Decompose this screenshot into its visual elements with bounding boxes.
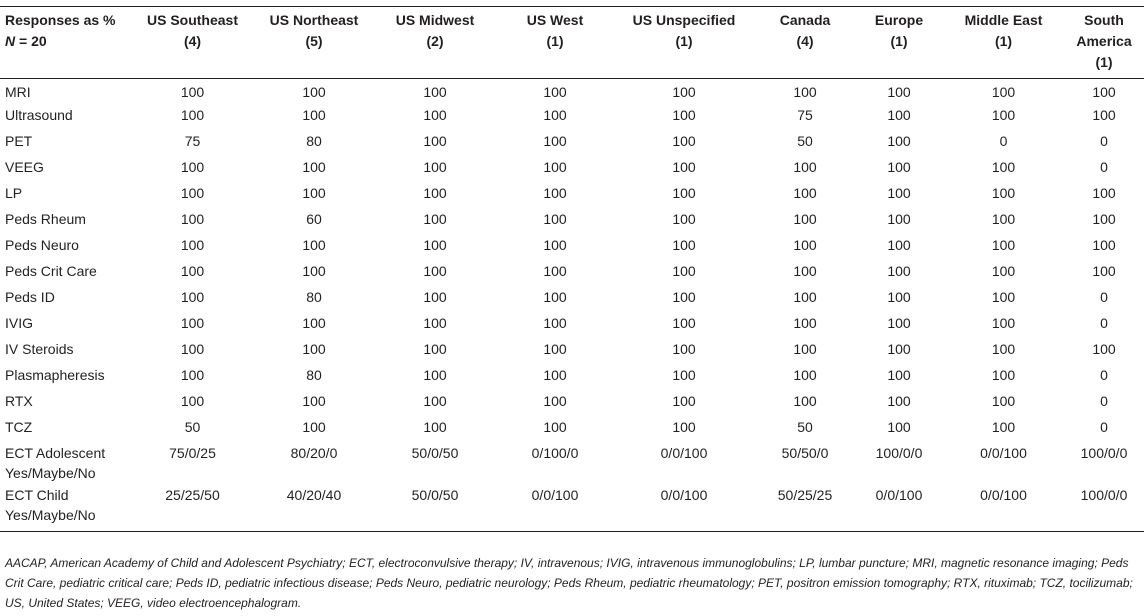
header-n-label: N — [5, 33, 16, 49]
table-cell: 100 — [302, 393, 326, 409]
table-cell: 100 — [793, 237, 817, 253]
table-cell: 100 — [423, 211, 447, 227]
table-cell: 0/0/100 — [943, 485, 1064, 532]
table-cell: 100 — [423, 289, 447, 305]
table-cell: 0 — [1100, 367, 1108, 383]
table-cell: 100 — [543, 419, 567, 435]
table-cell: 100/0/0 — [1064, 485, 1144, 532]
header-column: US Midwest (2) — [373, 7, 497, 79]
table-cell: 100 — [423, 107, 447, 123]
table-cell: 100 — [423, 393, 447, 409]
table-cell: 100 — [180, 263, 205, 279]
row-label: RTX — [5, 393, 33, 409]
table-cell: 100 — [672, 341, 696, 357]
row-label: IV Steroids — [5, 341, 74, 357]
table-cell: 100 — [793, 185, 817, 201]
table-cell: 100 — [991, 107, 1016, 123]
table-cell: 100 — [423, 419, 447, 435]
table-footnote: AACAP, American Academy of Child and Adolescent Psychiatry; ECT, electroconvulsive therapy; IV, intravenous; IVIG, intravenous immunoglobulins; LP, lumbar puncture; MRI, magnetic resonance imaging; Peds Crit Care, pediatric critical care; Peds ID, pediatric infectious disease; Peds Neuro, pediatric neurology; Peds Rheum, pediatric rheumatology; PET, positron emission tomography; RTX, rituximab; TCZ, tocilizumab; US, United States; VEEG, video electroencephalogram. — [5, 556, 1133, 610]
table-cell: 100 — [543, 133, 567, 149]
table-cell: 100 — [302, 237, 326, 253]
row-label: LP — [5, 185, 23, 201]
table-cell: 0 — [1100, 419, 1108, 435]
table-cell: 100 — [180, 393, 205, 409]
table-row — [0, 235, 1144, 261]
table-cell: 100 — [423, 185, 447, 201]
table-row — [0, 157, 1144, 183]
table-cell: 0/0/100 — [660, 445, 708, 461]
table-body — [0, 79, 1144, 532]
table-row — [0, 365, 1144, 391]
table-cell: 100 — [672, 367, 696, 383]
table-cell: 100 — [302, 84, 326, 100]
table-cell: 100 — [887, 419, 911, 435]
table-cell: 100 — [991, 315, 1016, 331]
table-cell: 100 — [793, 211, 817, 227]
row-label: Ultrasound — [5, 107, 73, 123]
row-label: Peds Rheum — [5, 211, 86, 227]
table-cell: 100 — [793, 84, 817, 100]
header-column: US Unspecified (1) — [613, 7, 755, 79]
header-column: US West (1) — [497, 7, 613, 79]
table-cell: 100 — [543, 211, 567, 227]
table-cell: 100 — [991, 185, 1016, 201]
table-cell: 100 — [543, 263, 567, 279]
table-row — [0, 131, 1144, 157]
row-label: ECT Adolescent Yes/Maybe/No — [5, 445, 106, 481]
table-row — [0, 261, 1144, 287]
table-cell: 100 — [793, 263, 817, 279]
table-cell: 100 — [543, 159, 567, 175]
table-cell: 100 — [991, 419, 1016, 435]
table-cell: 100 — [302, 315, 326, 331]
table-cell: 100 — [543, 237, 567, 253]
table-cell: 100 — [543, 367, 567, 383]
table-cell: 100 — [302, 263, 326, 279]
table-cell: 100 — [991, 237, 1016, 253]
table-cell: 0 — [1100, 393, 1108, 409]
row-label: Peds ID — [5, 289, 55, 305]
table-cell: 100 — [793, 393, 817, 409]
table-cell: 100 — [887, 289, 911, 305]
table-row — [0, 417, 1144, 443]
table-row — [0, 391, 1144, 417]
table-cell: 100 — [543, 393, 567, 409]
table-row — [0, 287, 1144, 313]
table-cell: 100 — [180, 367, 205, 383]
table-cell: 100 — [672, 419, 696, 435]
row-label: MRI — [5, 84, 31, 100]
table-row — [0, 105, 1144, 131]
table-cell: 100 — [180, 107, 205, 123]
table-cell: 75 — [184, 133, 201, 149]
header-n-value: = 20 — [19, 33, 47, 49]
table-cell: 100 — [302, 107, 326, 123]
row-label: VEEG — [5, 159, 44, 175]
table-cell: 100 — [180, 237, 205, 253]
table-cell: 50 — [797, 419, 813, 435]
table-cell: 100 — [887, 211, 911, 227]
table-cell: 100 — [793, 367, 817, 383]
table-cell: 0/0/100 — [497, 485, 613, 532]
table-cell: 100 — [672, 289, 696, 305]
table-cell: 80 — [306, 289, 322, 305]
table-cell: 0 — [1100, 133, 1108, 149]
table-cell: 100 — [672, 133, 696, 149]
table-row — [0, 339, 1144, 365]
table-cell: 100 — [1092, 84, 1116, 100]
table-cell: 100 — [543, 84, 567, 100]
table-cell: 100 — [991, 393, 1016, 409]
table-cell: 100 — [793, 315, 817, 331]
row-label: Peds Crit Care — [5, 263, 97, 279]
table-cell: 100 — [672, 211, 696, 227]
table-cell: 50 — [184, 419, 201, 435]
table-cell: 100 — [887, 393, 911, 409]
table-cell: 100 — [887, 107, 911, 123]
row-label: IVIG — [5, 315, 34, 331]
table-cell: 100 — [672, 315, 696, 331]
header-row — [0, 7, 1144, 79]
table-cell: 0/0/100 — [980, 445, 1027, 461]
table-cell: 50/25/25 — [755, 485, 855, 532]
row-label: ECT Child Yes/Maybe/No — [0, 485, 130, 532]
row-label: PET — [5, 133, 33, 149]
table-cell: 100 — [302, 341, 326, 357]
table-cell: 100 — [1092, 237, 1116, 253]
table-cell: 100 — [991, 84, 1016, 100]
table-cell: 0/100/0 — [531, 445, 579, 461]
table-cell: 100 — [180, 315, 205, 331]
table-cell: 100 — [1092, 211, 1116, 227]
table-cell: 100 — [672, 185, 696, 201]
table-cell: 100 — [543, 107, 567, 123]
table-cell: 0 — [1100, 289, 1108, 305]
header-column: Middle East (1) — [943, 7, 1064, 79]
table-cell: 100 — [793, 341, 817, 357]
row-label: Peds Neuro — [5, 237, 79, 253]
table-cell: 40/20/40 — [255, 485, 373, 532]
table-cell: 100/0/0 — [1080, 445, 1128, 461]
table-cell: 25/25/50 — [130, 485, 255, 532]
table-cell: 100 — [423, 315, 447, 331]
table-cell: 100 — [543, 185, 567, 201]
table-cell: 100 — [423, 159, 447, 175]
table-cell: 100 — [887, 133, 911, 149]
table-cell: 100 — [887, 341, 911, 357]
table-cell: 0/0/100 — [613, 485, 755, 532]
row-label: Plasmapheresis — [5, 367, 105, 383]
responses-table — [0, 6, 1144, 532]
table-cell: 100 — [672, 159, 696, 175]
table-cell: 100 — [991, 367, 1016, 383]
table-cell: 100 — [1092, 263, 1116, 279]
table-cell: 100 — [793, 289, 817, 305]
table-cell: 75 — [797, 107, 813, 123]
table-cell: 100 — [991, 211, 1016, 227]
table-cell: 100 — [887, 263, 911, 279]
table-cell: 80 — [306, 367, 322, 383]
table-cell: 100 — [991, 263, 1016, 279]
table-cell: 50/50/0 — [781, 445, 829, 461]
table-cell: 100 — [180, 185, 205, 201]
table-cell: 100 — [672, 84, 696, 100]
table-row — [0, 183, 1144, 209]
table-cell: 100 — [302, 185, 326, 201]
table-cell: 100 — [543, 341, 567, 357]
table-row — [0, 443, 1144, 485]
table-cell: 75/0/25 — [169, 445, 216, 461]
table-cell: 100/0/0 — [875, 445, 923, 461]
table-row — [0, 485, 1144, 532]
table-cell: 100 — [887, 185, 911, 201]
table-cell: 0 — [1100, 315, 1108, 331]
table-cell: 0 — [1100, 159, 1108, 175]
table-cell: 100 — [887, 367, 911, 383]
table-cell: 80/20/0 — [290, 445, 338, 461]
table-row — [0, 313, 1144, 339]
header-column: US Northeast (5) — [255, 7, 373, 79]
table-cell: 60 — [306, 211, 322, 227]
table-cell: 100 — [991, 289, 1016, 305]
table-row — [0, 209, 1144, 235]
table-cell: 100 — [543, 315, 567, 331]
table-row — [0, 79, 1144, 106]
header-column: US Southeast (4) — [130, 7, 255, 79]
table-cell: 100 — [887, 237, 911, 253]
row-label: TCZ — [5, 419, 33, 435]
table-cell: 100 — [672, 237, 696, 253]
header-responses — [0, 7, 130, 79]
table-cell: 100 — [672, 393, 696, 409]
table-cell: 100 — [887, 84, 911, 100]
table-cell: 100 — [302, 419, 326, 435]
table-cell: 100 — [180, 211, 205, 227]
table-cell: 100 — [423, 84, 447, 100]
table-cell: 100 — [543, 289, 567, 305]
table-cell: 100 — [423, 263, 447, 279]
table-cell: 100 — [1092, 107, 1116, 123]
table-cell: 100 — [887, 159, 911, 175]
header-column: Europe (1) — [855, 7, 943, 79]
table-cell: 100 — [180, 84, 205, 100]
header-column: South America (1) — [1064, 7, 1144, 79]
table-cell: 100 — [180, 341, 205, 357]
table-cell: 100 — [672, 263, 696, 279]
header-column: Canada (4) — [755, 7, 855, 79]
table-cell: 100 — [302, 159, 326, 175]
table-cell: 100 — [423, 367, 447, 383]
table-cell: 100 — [1092, 185, 1116, 201]
table-cell: 50 — [797, 133, 813, 149]
header-responses-label: Responses as % — [5, 12, 116, 28]
table-cell: 0/0/100 — [855, 485, 943, 532]
table-cell: 50/0/50 — [411, 445, 459, 461]
table-cell: 50/0/50 — [373, 485, 497, 532]
table-cell: 80 — [306, 133, 322, 149]
table-cell: 100 — [887, 315, 911, 331]
table-cell: 100 — [423, 133, 447, 149]
table-cell: 100 — [180, 289, 205, 305]
table-cell: 100 — [423, 237, 447, 253]
table-cell: 100 — [423, 341, 447, 357]
table-cell: 100 — [793, 159, 817, 175]
table-cell: 100 — [672, 107, 696, 123]
table-cell: 0 — [999, 133, 1008, 149]
table-cell: 100 — [991, 341, 1016, 357]
table-cell: 100 — [180, 159, 205, 175]
table-cell: 100 — [1092, 341, 1116, 357]
table-cell: 100 — [991, 159, 1016, 175]
